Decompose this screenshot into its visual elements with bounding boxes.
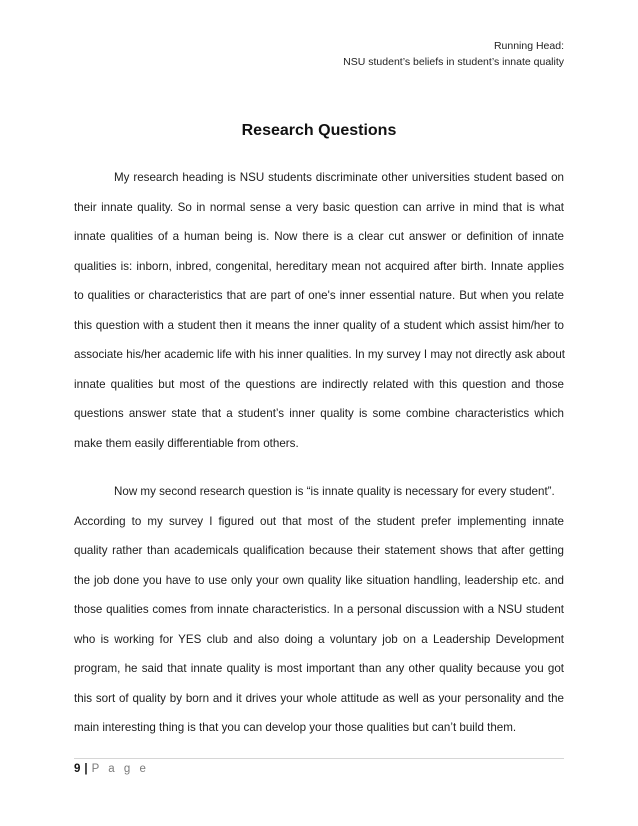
page-footer xyxy=(74,761,149,777)
paragraph-line: My research heading is NSU students discriminate other universities student based on xyxy=(114,171,564,184)
section-title: Research Questions xyxy=(241,122,397,139)
paragraph-line: Now my second research question is “is innate quality is necessary for every student”. xyxy=(114,485,555,498)
paragraph-line: qualities is: inborn, inbred, congenital, hereditary mean not acquired after birth. Innate applies xyxy=(74,259,564,273)
paragraph-line: quality rather than academicals qualification because their statement shows that after getting xyxy=(74,544,564,557)
paragraph-line: main interesting thing is that you can develop your those qualities but can’t build them. xyxy=(74,721,517,734)
paragraph-line: this sort of quality by born and it drives your whole attitude as well as your personality and the xyxy=(74,691,564,705)
footer-separator: | xyxy=(84,763,88,775)
paragraph-line: associate his/her academic life with his inner qualities. In my survey I may not directly ask about xyxy=(74,348,566,361)
paragraph-line: to qualities or characteristics that are part of one's inner essential nature. But when you relate xyxy=(74,289,564,302)
paragraph-line: program, he said that innate quality is most important than any other quality because you got xyxy=(74,662,564,675)
running-head xyxy=(343,38,564,70)
running-head-label: Running Head: xyxy=(493,40,564,52)
paragraph-line: who is working for YES club and also doing a voluntary job on a Leadership Development xyxy=(74,632,564,646)
paragraph-2 xyxy=(74,477,564,743)
paragraph-line: innate qualities but most of the questions are indirectly related with this question and those xyxy=(74,377,564,391)
page-number: 9 xyxy=(74,763,81,775)
paragraph-line: make them easily differentiable from others. xyxy=(74,436,299,450)
paragraph-line: questions answer state that a student’s inner quality is some combine characteristics which xyxy=(74,407,564,420)
paragraph-line: this question with a student then it means the inner quality of a student which assist him/her to xyxy=(74,318,564,332)
page-label: P a g e xyxy=(91,763,149,775)
paragraph-line: the job done you have to use only your own quality like situation handling, leadership etc. and xyxy=(74,573,564,587)
paragraph-line: innate qualities of a human being is. Now there is a clear cut answer or definition of innate xyxy=(74,230,564,243)
paragraph-line: According to my survey I figured out that most of the student prefer implementing innate xyxy=(74,514,564,528)
paragraph-1 xyxy=(74,163,564,458)
paragraph-line: their innate quality. So in normal sense a very basic question can arrive in mind that is what xyxy=(74,200,564,214)
running-head-title: NSU student’s beliefs in student’s innate quality xyxy=(343,56,564,68)
footer-divider xyxy=(74,758,564,759)
paragraph-line: those qualities comes from innate characteristics. In a personal discussion with a NSU student xyxy=(74,603,564,616)
